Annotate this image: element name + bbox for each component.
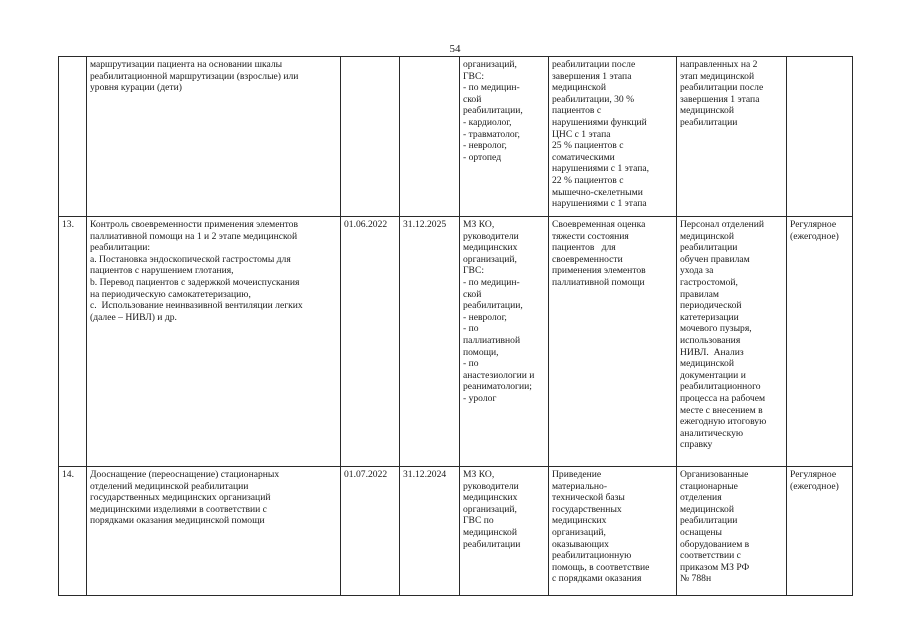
text-line: Своевременная оценка [552,219,646,230]
plan-table [58,56,853,596]
text-line: катетеризации [680,311,739,323]
text-line: ГВС: [463,265,485,277]
text-line: применения элементов [552,265,646,277]
text-line: уровня курации (дети) [90,82,182,94]
text-line: реабилитационную [552,550,632,562]
executors-cell [460,467,549,596]
text-line: порядками оказания медицинской помощи [90,515,265,527]
text-line: реабилитации [680,242,738,254]
expected-result-cell [549,217,677,467]
text-line: МЗ КО, [463,469,495,480]
text-line: ЦНС с 1 этапа [552,128,611,140]
table-row [59,57,853,217]
text-line: ежегодную итоговую [680,416,767,428]
text-line: ГВС по [463,515,494,527]
text-line: НИВЛ. Анализ [680,346,744,358]
text-line: реабилитации [680,515,738,527]
text-line: пациентов для [552,242,616,254]
expected-result-cell [549,57,677,217]
text-line: технической базы [552,492,625,504]
table-row [59,467,853,596]
activity-name-cell [87,467,341,596]
outcome-indicator-cell [677,217,787,467]
text-line: - уролог [463,392,497,404]
text-line: (ежегодное) [790,230,839,242]
text-line: государственных [552,503,622,515]
expected-result-cell [549,467,677,596]
text-line: b. Перевод пациентов с задержкой мочеиспускания [90,276,300,288]
row-number-cell: 14. [59,467,87,596]
text-line: паллиативной помощи [552,276,645,288]
text-line: реабилитации, [463,105,523,117]
text-line: медицинских [552,515,607,527]
text-line: материально- [552,480,608,492]
text-line: стационарные [680,480,738,492]
text-line: месте с внесением в [680,404,763,416]
text-line: мочевого пузыря, [680,323,752,335]
text-line: нарушениями с 1 этапа [552,198,647,210]
text-line: Регулярное [790,219,837,230]
executors-cell [460,57,549,217]
text-line: маршрутизации пациента на основании шкалы [90,59,283,70]
text-line: паллиативной помощи на 1 и 2 этапе медицинской [90,230,298,242]
text-line: пациентов с [552,105,602,117]
text-line: 25 % пациентов с [552,140,624,152]
text-line: справку [680,439,713,451]
start-date-cell: 01.07.2022 [341,467,400,596]
text-line: (далее – НИВЛ) и др. [90,311,177,323]
text-line: Дооснащение (переоснащение) стационарных [90,469,280,480]
text-line: организаций, [463,503,517,515]
text-line: организаций, [552,526,606,538]
start-date-cell: 01.06.2022 [341,217,400,467]
text-line: оказывающих [552,538,609,550]
text-line: реабилитации: [90,242,151,254]
text-line: отделения [680,492,722,504]
outcome-indicator-cell [677,467,787,596]
text-line: медицинской [552,82,606,94]
text-line: медицинской [680,105,734,117]
outcome-indicator-cell [677,57,787,217]
text-line: правилам [680,288,719,300]
text-line: завершения 1 этапа [680,93,760,105]
text-line: реабилитации, 30 % [552,93,635,105]
text-line: c. Использование неинвазивной вентиляции легких [90,300,303,312]
text-line: этап медицинской [680,70,755,82]
text-line: анастезиологии и [463,369,535,381]
text-line: реабилитационной маршрутизации (взрослые) или [90,70,299,82]
text-line: - по медицин- [463,276,520,288]
text-line: медицинской [680,358,734,370]
text-line: гастростомой, [680,276,738,288]
text-line: (ежегодное) [790,480,839,492]
text-line: завершения 1 этапа [552,70,632,82]
text-line: медицинской [680,230,734,242]
text-line: Приведение [552,469,602,480]
text-line: государственных медицинских организаций [90,492,271,504]
text-line: паллиативной [463,334,521,346]
text-line: медицинской [680,503,734,515]
text-line: реабилитационного [680,381,761,393]
text-line: - по медицин- [463,82,520,94]
text-line: Контроль своевременности применения элементов [90,219,298,230]
text-line: обучен правилам [680,253,750,265]
text-line: - кардиолог, [463,116,512,128]
text-line: организаций, [463,59,517,70]
end-date-cell [400,57,460,217]
text-line: реабилитации [680,116,738,128]
text-line: нарушениями с 1 этапа, [552,163,649,175]
text-line: с порядками оказания [552,573,642,585]
text-line: ухода за [680,265,714,277]
text-line: нарушениями функций [552,116,647,128]
text-line: МЗ КО, [463,219,495,230]
text-line: медицинской [463,526,517,538]
text-line: 22 % пациентов с [552,174,624,186]
text-line: - ортопед [463,151,502,163]
text-line: пациентов с нарушением глотания, [90,265,234,277]
text-line: периодической [680,300,742,312]
text-line: - невролог, [463,311,507,323]
text-line: приказом МЗ РФ [680,561,750,573]
end-date-cell: 31.12.2024 [400,467,460,596]
text-line: документации и [680,369,746,381]
periodicity-cell [787,57,853,217]
text-line: Организованные [680,469,749,480]
row-number-cell [59,57,87,217]
text-line: отделений медицинской реабилитации [90,480,249,492]
text-line: реаниматологии; [463,381,532,393]
text-line: соматическими [552,151,615,163]
text-line: № 788н [680,573,712,585]
text-line: аналитическую [680,427,744,439]
text-line: - травматолог, [463,128,520,140]
text-line: ской [463,93,482,105]
table-row [59,217,853,467]
text-line: реабилитации после [680,82,764,94]
periodicity-cell [787,217,853,467]
text-line: Персонал отделений [680,219,765,230]
text-line: руководители [463,230,519,242]
text-line: на периодическую самокатетеризацию, [90,288,251,300]
text-line: медицинских [463,242,518,254]
text-line: - невролог, [463,140,507,152]
row-number-cell: 13. [59,217,87,467]
text-line: процесса на рабочем [680,392,766,404]
text-line: своевременности [552,253,623,265]
text-line: реабилитации, [463,300,523,312]
text-line: медицинских [463,492,518,504]
executors-cell [460,217,549,467]
text-line: - по [463,358,479,370]
text-line: реабилитации после [552,59,636,70]
text-line: медицинскими изделиями в соответствии с [90,503,267,515]
text-line: ГВС: [463,70,485,82]
page-number: 54 [449,43,461,55]
text-line: оснащены [680,526,722,538]
text-line: ской [463,288,482,300]
text-line: соответствии с [680,550,741,562]
text-line: направленных на 2 [680,59,758,70]
text-line: руководители [463,480,519,492]
end-date-cell: 31.12.2025 [400,217,460,467]
text-line: a. Постановка эндоскопической гастростомы для [90,253,291,265]
text-line: Регулярное [790,469,837,480]
periodicity-cell [787,467,853,596]
text-line: использования [680,334,741,346]
text-line: реабилитации [463,538,521,550]
text-line: мышечно-скелетными [552,186,643,198]
activity-name-cell [87,217,341,467]
activity-name-cell [87,57,341,217]
text-line: - по [463,323,479,335]
text-line: тяжести состояния [552,230,629,242]
text-line: помощи, [463,346,499,358]
text-line: помощь, в соответствие [552,561,650,573]
start-date-cell [341,57,400,217]
text-line: организаций, [463,253,517,265]
text-line: оборудованием в [680,538,750,550]
